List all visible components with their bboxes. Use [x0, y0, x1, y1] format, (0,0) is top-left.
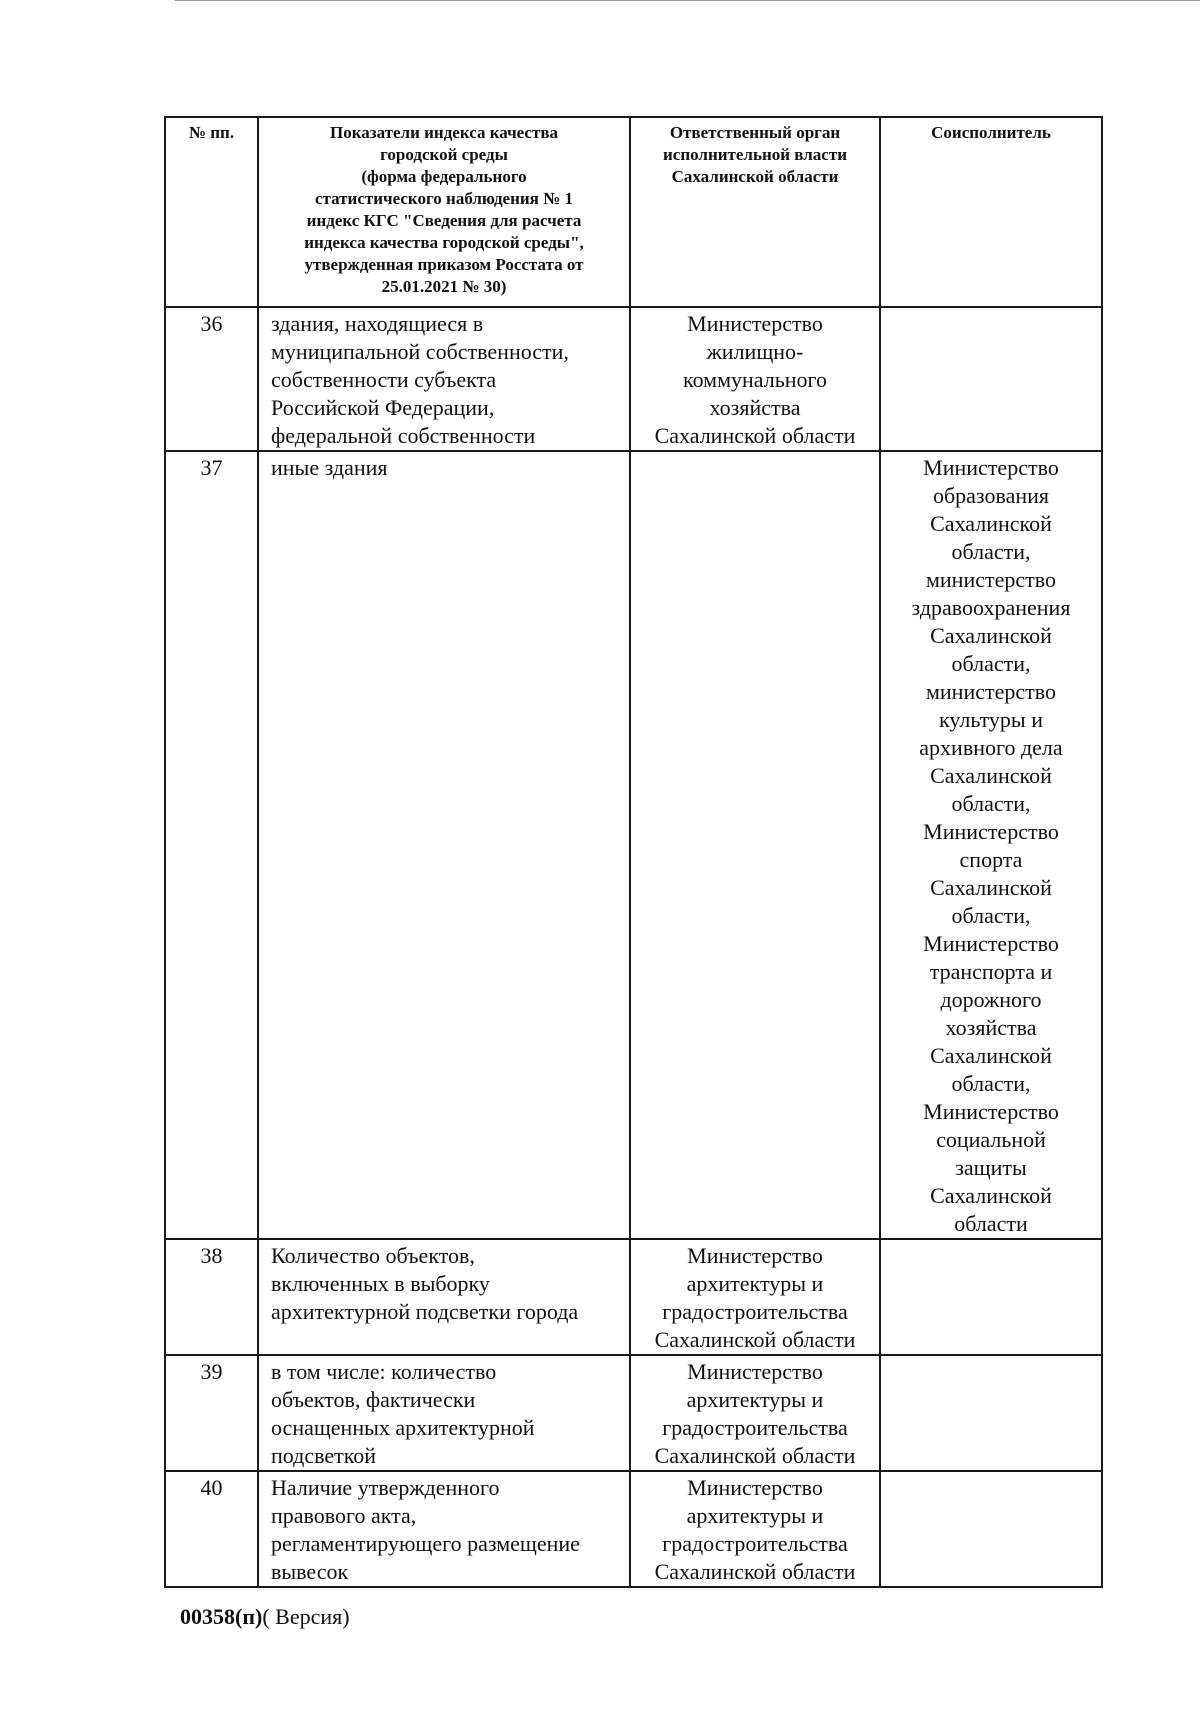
header-indicator: [258, 117, 630, 307]
cell-text-line: коммунального: [683, 367, 827, 392]
table-header-row: [165, 117, 1102, 307]
cell-text-line: Министерство: [687, 311, 823, 336]
cell-text-line: Сахалинской: [930, 875, 1052, 900]
cell-text-line: защиты: [955, 1155, 1027, 1180]
cell-text-line: подсветкой: [271, 1443, 377, 1468]
cell-text-line: Сахалинской: [930, 511, 1052, 536]
cell-text-line: архитектуры и: [686, 1387, 824, 1412]
cell-text-line: (форма федерального: [361, 167, 527, 186]
cell-text-line: дорожного: [940, 987, 1042, 1012]
row-number: 36: [165, 307, 258, 451]
cell-text-line: спорта: [959, 847, 1023, 872]
cell-text-line: архитектуры и: [686, 1271, 824, 1296]
row-indicator: [258, 1239, 630, 1355]
row-coexecutor: [880, 1355, 1102, 1471]
cell-text-line: Сахалинской: [930, 1043, 1052, 1068]
cell-text-line: Министерство: [923, 455, 1059, 480]
document-code: [180, 1604, 350, 1630]
row-indicator: [258, 1355, 630, 1471]
row-coexecutor: [880, 1239, 1102, 1355]
cell-text-line: исполнительной власти: [663, 145, 847, 164]
cell-text-line: градостроительства: [662, 1299, 848, 1324]
cell-text-line: Сахалинской: [930, 763, 1052, 788]
cell-text-line: области,: [951, 651, 1031, 676]
row-coexecutor: [880, 451, 1102, 1239]
cell-text-line: Министерство: [923, 819, 1059, 844]
table-row: [165, 1471, 1102, 1587]
cell-text-line: вывесок: [271, 1559, 349, 1584]
cell-text-line: Министерство: [687, 1475, 823, 1500]
cell-text-line: в том числе: количество: [271, 1359, 497, 1384]
cell-text-line: культуры и: [939, 707, 1043, 732]
row-responsible: [630, 307, 880, 451]
header-coexecutor: Соисполнитель: [880, 117, 1102, 307]
cell-text-line: градостроительства: [662, 1531, 848, 1556]
cell-text-line: Сахалинской: [930, 623, 1052, 648]
row-number: 38: [165, 1239, 258, 1355]
cell-text-line: социальной: [936, 1127, 1046, 1152]
cell-text-line: Сахалинской: [930, 1183, 1052, 1208]
document-version-label: ( Версия): [262, 1604, 350, 1629]
cell-text-line: Российской Федерации,: [271, 395, 495, 420]
cell-text-line: жилищно-: [706, 339, 804, 364]
cell-text-line: градостроительства: [662, 1415, 848, 1440]
cell-text-line: области,: [951, 791, 1031, 816]
row-responsible: [630, 1239, 880, 1355]
table-row: [165, 307, 1102, 451]
page-top-edge: [175, 0, 1200, 4]
cell-text-line: образования: [932, 483, 1050, 508]
cell-text-line: собственности субъекта: [271, 367, 497, 392]
cell-text-line: утвержденная приказом Росстата от: [304, 255, 584, 274]
cell-text-line: оснащенных архитектурной: [271, 1415, 535, 1440]
cell-text-line: Министерство: [923, 1099, 1059, 1124]
table-row: [165, 451, 1102, 1239]
cell-text-line: Сахалинской области: [654, 423, 856, 448]
row-indicator: [258, 451, 630, 1239]
row-indicator: [258, 1471, 630, 1587]
cell-text-line: муниципальной собственности,: [271, 339, 569, 364]
cell-text-line: транспорта и: [929, 959, 1053, 984]
table-row: [165, 1239, 1102, 1355]
cell-text-line: городской среды: [380, 145, 508, 164]
cell-text-line: архитектурной подсветки города: [271, 1299, 579, 1324]
cell-text-line: области,: [951, 539, 1031, 564]
cell-text-line: статистического наблюдения № 1: [315, 189, 573, 208]
cell-text-line: Показатели индекса качества: [329, 123, 558, 142]
cell-text-line: 25.01.2021 № 30): [381, 277, 507, 296]
cell-text-line: министерство: [925, 567, 1056, 592]
cell-text-line: министерство: [925, 679, 1056, 704]
cell-text-line: индекс КГС "Сведения для расчета: [306, 211, 582, 230]
cell-text-line: архивного дела: [919, 735, 1063, 760]
cell-text-line: Министерство: [687, 1243, 823, 1268]
table-row: [165, 1355, 1102, 1471]
row-coexecutor: [880, 1471, 1102, 1587]
cell-text-line: иные здания: [271, 455, 388, 480]
cell-text-line: Сахалинской области: [654, 1559, 856, 1584]
row-responsible: [630, 1471, 880, 1587]
row-responsible: [630, 1355, 880, 1471]
row-number: 40: [165, 1471, 258, 1587]
header-responsible: [630, 117, 880, 307]
cell-text-line: здания, находящиеся в: [271, 311, 484, 336]
cell-text-line: области,: [951, 903, 1031, 928]
header-num: № пп.: [165, 117, 258, 307]
row-responsible: [630, 451, 880, 1239]
cell-text-line: Количество объектов,: [271, 1243, 475, 1268]
cell-text-line: хозяйства: [709, 395, 801, 420]
document-code-number: 00358(п): [180, 1604, 263, 1629]
cell-text-line: Министерство: [687, 1359, 823, 1384]
row-coexecutor: [880, 307, 1102, 451]
indicators-table: [164, 116, 1103, 1588]
cell-text-line: области,: [951, 1071, 1031, 1096]
cell-text-line: Сахалинской области: [671, 167, 839, 186]
cell-text-line: Сахалинской области: [654, 1443, 856, 1468]
cell-text-line: индекса качества городской среды",: [304, 233, 584, 252]
cell-text-line: регламентирующего размещение: [271, 1531, 580, 1556]
row-indicator: [258, 307, 630, 451]
cell-text-line: хозяйства: [945, 1015, 1037, 1040]
cell-text-line: правового акта,: [271, 1503, 417, 1528]
cell-text-line: здравоохранения: [911, 595, 1071, 620]
cell-text-line: Сахалинской области: [654, 1327, 856, 1352]
row-number: 39: [165, 1355, 258, 1471]
cell-text-line: федеральной собственности: [271, 423, 536, 448]
cell-text-line: области: [954, 1211, 1028, 1236]
cell-text-line: архитектуры и: [686, 1503, 824, 1528]
cell-text-line: объектов, фактически: [271, 1387, 476, 1412]
cell-text-line: включенных в выборку: [271, 1271, 490, 1296]
cell-text-line: Наличие утвержденного: [271, 1475, 500, 1500]
cell-text-line: Ответственный орган: [669, 123, 841, 142]
row-number: 37: [165, 451, 258, 1239]
cell-text-line: Министерство: [923, 931, 1059, 956]
